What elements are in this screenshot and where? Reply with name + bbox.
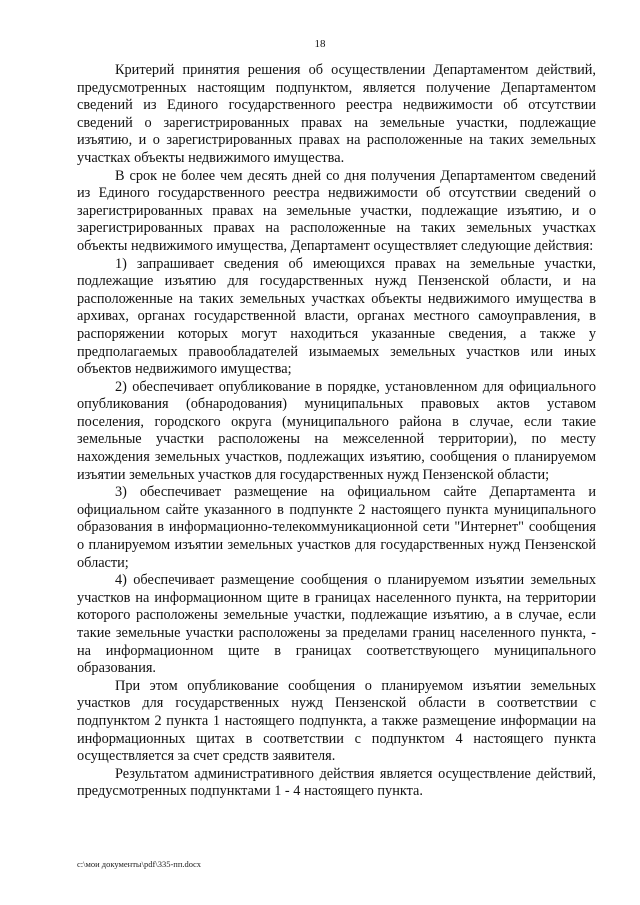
paragraph-item-1: 1) запрашивает сведения об имеющихся правах на земельные участки, подлежащие изъятию для государственных нужд Пензенской области, и на расположенные на таких земельных участках объекты недвижимого имущества в архивах, органах государственной власти, органах местного самоуправления, в распоряжении которых могут находиться указанные сведения, а также у предполагаемых правообладателей изымаемых земельных участков или иных объектов недвижимого имущества; — [77, 255, 596, 378]
page-number: 18 — [314, 38, 326, 50]
paragraph-decision-criterion: Критерий принятия решения об осуществлении Департаментом действий, предусмотренных настоящим подпунктом, является получение Департаментом сведений из Единого государственного реестра недвижимости об отсутствии сведений о зарегистрированных правах на земельные участки, подлежащие изъятию, и о зарегистрированных правах на расположенные на таких земельных участках объекты недвижимого имущества. — [77, 62, 596, 166]
paragraph-result: Результатом административного действия является осуществление действий, предусмотренных подпунктами 1 - 4 настоящего пункта. — [77, 765, 596, 800]
footer-file-path: c:\мои документы\pdf\335-пп.docx — [77, 859, 202, 869]
paragraph-deadline: В срок не более чем десять дней со дня получения Департаментом сведений из Единого государственного реестра недвижимости об отсутствии сведений о зарегистрированных правах на земельные участки, подлежащие изъятию, и о зарегистрированных правах на расположенные на таких земельных участках объекты недвижимого имущества, Департамент осуществляет следующие действия: — [77, 167, 596, 254]
paragraph-publication-costs: При этом опубликование сообщения о планируемом изъятии земельных участков для государственных нужд Пензенской области в соответствии с подпунктом 2 пункта 1 настоящего подпункта, а также размещение информации на информационных щитах в соответствии с подпунктом 4 настоящего пункта осуществляется за счет средств заявителя. — [77, 677, 596, 765]
paragraph-item-4: 4) обеспечивает размещение сообщения о планируемом изъятии земельных участков на информационном щите в границах населенного пункта, на территории которого расположены земельные участки, подлежащие изъятию, а в случае, если такие земельные участки расположены за пределами границ населенного пункта, - на информационном щите в границах соответствующего муниципального образования. — [77, 572, 596, 677]
document-body — [77, 62, 596, 801]
paragraph-item-2: 2) обеспечивает опубликование в порядке, установленном для официального опубликования (обнародования) муниципальных правовых актов уставом поселения, городского округа (муниципального района в случае, если такие земельные участки расположены на межселенной территории), по месту нахождения земельных участков, подлежащих изъятию, сообщения о планируемом изъятии земельных участков для государственных нужд Пензенской области; — [77, 378, 596, 483]
paragraph-item-3: 3) обеспечивает размещение на официальном сайте Департамента и официальном сайте указанного в подпункте 2 настоящего пункта муниципального образования в информационно-телекоммуникационной сети "Интернет" сообщения о планируемом изъятии земельных участков для государственных нужд Пензенской области; — [77, 484, 596, 571]
